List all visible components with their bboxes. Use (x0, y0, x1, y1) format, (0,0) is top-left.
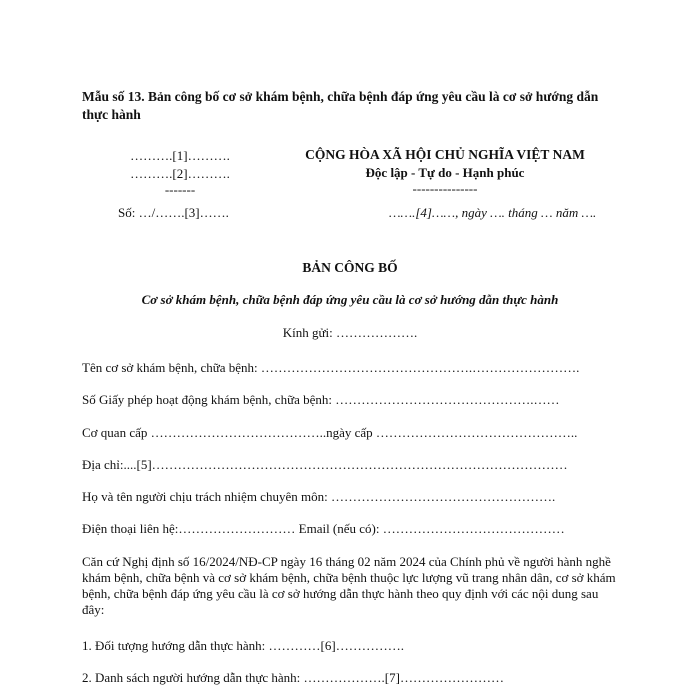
header-left-line2: ……….[2]………. (130, 166, 230, 181)
address-field: Địa chỉ:....[5]…………………………………………………………………………………… (82, 457, 568, 472)
place-date: …….[4]……, ngày …. tháng … năm …. (389, 205, 597, 220)
document-number: Số: …/…….[3]……. (118, 205, 229, 220)
form-title: Mẫu số 13. Bản công bố cơ sở khám bệnh, chữa bệnh đáp ứng yêu cầu là cơ sở hướng dẫn thực hành (82, 89, 599, 122)
legal-basis-paragraph: Căn cứ Nghị định số 16/2024/NĐ-CP ngày 16 tháng 02 năm 2024 của Chính phủ về người hành nghề khám bệnh, chữa bệnh và cơ sở khám bệnh, chữa bệnh thuộc lực lượng vũ trang nhân dân, cơ sở khám bệnh, chữa bệnh đáp ứng yêu cầu là cơ sở hướng dẫn thực hành theo quy định với các nội dung sau đây: (82, 554, 616, 617)
country-name: CỘNG HÒA XÃ HỘI CHỦ NGHĨA VIỆT NAM (305, 147, 585, 162)
document-subtitle: Cơ sở khám bệnh, chữa bệnh đáp ứng yêu cầu là cơ sở hướng dẫn thực hành (141, 292, 559, 307)
issuing-agency-field: Cơ quan cấp …………………………………..ngày cấp ……………………………………….. (82, 425, 578, 440)
list-item: 2. Danh sách người hướng dẫn thực hành: ……………….[7]…………………… (82, 670, 504, 685)
national-motto: Độc lập - Tự do - Hạnh phúc (365, 165, 525, 180)
list-item: 1. Đối tượng hướng dẫn thực hành: …………[6]……………. (82, 638, 404, 653)
responsible-person-field: Họ và tên người chịu trách nhiệm chuyên môn: ……………………………………………. (82, 489, 556, 504)
header-right-separator: --------------- (412, 181, 478, 196)
header-left-line1: ……….[1]………. (130, 148, 230, 163)
facility-name-field: Tên cơ sở khám bệnh, chữa bệnh: ………………………………………….……………………. (82, 360, 580, 375)
license-number-field: Số Giấy phép hoạt động khám bệnh, chữa bệnh: ……………………………………….…… (82, 392, 560, 407)
recipient-line: Kính gửi: ………………. (282, 325, 418, 340)
header-left-separator: ------- (164, 182, 196, 197)
document-title: BẢN CÔNG BỐ (302, 260, 398, 275)
contact-field: Điện thoại liên hệ:……………………… Email (nếu có): …………………………………… (82, 521, 565, 536)
